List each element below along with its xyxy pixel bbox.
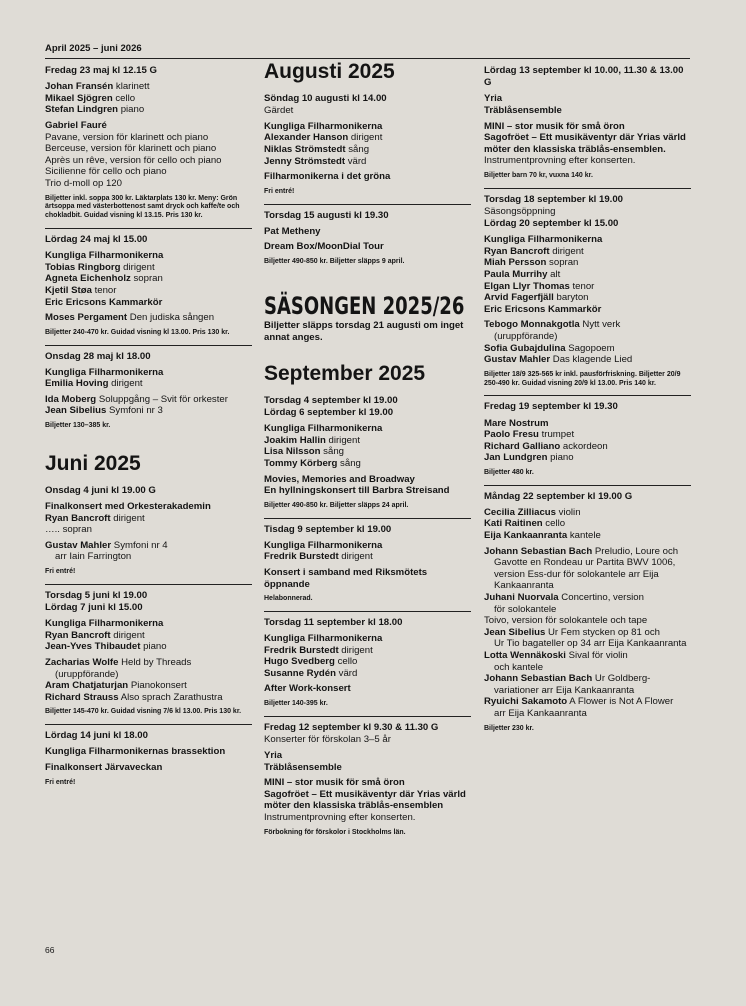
role: ackordeon bbox=[560, 440, 608, 452]
performer: Paula Murrihy bbox=[484, 268, 548, 280]
work: Symfoni nr 4 bbox=[111, 539, 168, 551]
event-date: Fredag 23 maj kl 12.15 G bbox=[45, 65, 157, 76]
month-heading-august: Augusti 2025 bbox=[264, 60, 395, 83]
role: klarinett bbox=[113, 81, 150, 93]
ticket-note: Biljetter barn 70 kr, vuxna 140 kr. bbox=[484, 171, 593, 179]
composer: Juhani Nuorvala bbox=[484, 592, 559, 604]
work: Soluppgång – Svit för orkester bbox=[96, 393, 228, 405]
event-date: Torsdag 15 augusti kl 19.30 bbox=[264, 209, 389, 221]
work: Gavotte en Rondeau ur Partita BWV 1006, version Ess-dur för solokantele arr Eija Kankaanranta bbox=[494, 557, 676, 592]
event-title: MINI – stor musik för små öron bbox=[484, 120, 625, 132]
ticket-note: Biljetter 480 kr. bbox=[484, 468, 534, 476]
role: violin bbox=[556, 506, 581, 518]
event-12-september bbox=[264, 717, 471, 845]
event-date: Måndag 22 september kl 19.00 G bbox=[484, 490, 633, 502]
choir: Eric Ericsons Kammarkör bbox=[45, 296, 163, 308]
work: Ur Fem stycken op 81 och bbox=[545, 626, 660, 638]
event-date: Tisdag 9 september kl 19.00 bbox=[264, 523, 392, 535]
event-date: Torsdag 11 september kl 18.00 bbox=[264, 616, 403, 628]
work: Trio d-moll op 120 bbox=[45, 177, 122, 189]
work: A Flower is Not A Flower bbox=[567, 696, 674, 708]
work: Den judiska sången bbox=[127, 312, 215, 324]
role: dirigent bbox=[325, 434, 360, 446]
event-subtitle: Säsongsöppning bbox=[484, 205, 556, 217]
month-heading-september: September 2025 bbox=[264, 361, 426, 385]
performer: Cecilia Zilliacus bbox=[484, 506, 556, 518]
event-title: After Work-konsert bbox=[264, 683, 351, 695]
ticket-note: Biljetter 18/9 325-565 kr inkl. pausförfriskning. Biljetter 20/9 250-490 kr. Guidad visning 20/9 kl 13.00. Pris 140 kr. bbox=[484, 370, 681, 387]
event-date: Lördag 14 juni kl 18.00 bbox=[45, 730, 148, 742]
role: sång bbox=[320, 446, 344, 458]
header-divider bbox=[45, 58, 690, 59]
work: variationer arr Eija Kankaanranta bbox=[494, 684, 635, 696]
ticket-note: Biljetter 145-470 kr. Guidad visning 7/6 kl 13.00. Pris 130 kr. bbox=[45, 708, 242, 716]
page-header: April 2025 – juni 2026 bbox=[45, 43, 142, 54]
event-subtitle: Konserter för förskolan 3–5 år bbox=[264, 734, 391, 746]
event-date: Torsdag 5 juni kl 19.00 bbox=[45, 589, 148, 601]
work: Also sprach Zarathustra bbox=[118, 691, 223, 703]
role: piano bbox=[140, 641, 167, 653]
role: trumpet bbox=[538, 429, 575, 441]
event-date: Lördag 20 september kl 15.00 bbox=[484, 217, 619, 229]
performer: Richard Galliano bbox=[484, 440, 561, 452]
role: dirigent bbox=[110, 512, 145, 524]
event-24-maj bbox=[45, 229, 252, 346]
event-title: Konsert i samband med Riksmötets öppnande bbox=[264, 566, 428, 590]
event-23-maj bbox=[45, 60, 252, 229]
ticket-note: Fri entré! bbox=[264, 187, 295, 195]
role: tenor bbox=[569, 280, 595, 292]
composer: Lotta Wennäkoski bbox=[484, 650, 566, 661]
performer: Eija Kankaanranta bbox=[484, 530, 568, 542]
role: dirigent bbox=[108, 378, 143, 390]
event-date: Söndag 10 augusti kl 14.00 bbox=[264, 93, 387, 104]
performer: Joakim Hallin bbox=[264, 434, 326, 446]
role: piano bbox=[118, 104, 145, 116]
event-title: Movies, Memories and Broadway bbox=[264, 473, 415, 485]
performer: Lisa Nilsson bbox=[264, 446, 321, 458]
role: dirigent bbox=[110, 629, 145, 641]
performer: Mikael Sjögren bbox=[45, 92, 113, 104]
arrangement: arr Iain Farrington bbox=[55, 551, 132, 563]
event-title: MINI – stor musik för små öron bbox=[264, 777, 405, 789]
event-info: Instrumentprovning efter konserten. bbox=[264, 812, 416, 824]
work: och kantele bbox=[494, 661, 544, 673]
performer: Miah Persson bbox=[484, 257, 547, 269]
role: sång bbox=[337, 457, 361, 469]
choir: Eric Ericsons Kammarkör bbox=[484, 303, 602, 315]
work: Sicilienne för cello och piano bbox=[45, 166, 167, 178]
work: Ur Tio bagateller op 34 arr Eija Kankaanranta bbox=[494, 638, 687, 650]
performer: ….. sopran bbox=[45, 524, 92, 536]
work: (uruppförande) bbox=[494, 330, 558, 342]
performer: Johan Fransén bbox=[45, 81, 114, 93]
performer: Yria bbox=[264, 750, 283, 762]
ticket-note: Förbokning för förskolor i Stockholms län. bbox=[264, 828, 406, 836]
work: Concertino, version bbox=[558, 592, 644, 604]
role: värd bbox=[335, 667, 358, 679]
ticket-note: Biljetter 230 kr. bbox=[484, 724, 534, 732]
work: för solokantele bbox=[494, 603, 557, 615]
ticket-note: Biljetter 130–385 kr. bbox=[45, 422, 111, 430]
orchestra: Kungliga Filharmonikerna bbox=[45, 250, 164, 262]
composer: Johann Sebastian Bach bbox=[484, 545, 593, 557]
performer: Paolo Fresu bbox=[484, 429, 539, 441]
performer: Fredrik Burstedt bbox=[264, 644, 339, 656]
role: värd bbox=[345, 155, 367, 167]
performer: Agneta Eichenholz bbox=[45, 273, 131, 285]
composer: Gustav Mahler bbox=[45, 539, 112, 551]
performer: Arvid Fagerfjäll bbox=[484, 292, 554, 304]
event-9-september bbox=[264, 519, 471, 612]
work: Berceuse, version för klarinett och piano bbox=[45, 143, 217, 155]
role: cello bbox=[112, 92, 136, 104]
composer: Jean Sibelius bbox=[484, 626, 546, 638]
composer: Tebogo Monnakgotla bbox=[484, 319, 580, 331]
role: sopran bbox=[546, 257, 579, 269]
event-date: Lördag 24 maj kl 15.00 bbox=[45, 233, 148, 245]
performer: Fredrik Burstedt bbox=[264, 551, 339, 563]
composer: Gustav Mahler bbox=[484, 354, 551, 366]
work: arr Eija Kankaanranta bbox=[494, 707, 587, 719]
work: Preludio, Loure och bbox=[592, 545, 679, 557]
composer: Richard Strauss bbox=[45, 691, 119, 703]
column-3 bbox=[484, 60, 691, 740]
ticket-note: Biljetter inkl. soppa 300 kr. Läktarplats 130 kr. Meny: Grön ärtsoppa med västerbottenost samt dryck och kaffe/te och chokladbit. Guidad visning kl 13.15. Pris 130 kr. bbox=[45, 194, 240, 220]
performer: Emilia Hoving bbox=[45, 378, 109, 390]
role: piano bbox=[547, 452, 574, 464]
performer: Tommy Körberg bbox=[264, 457, 338, 469]
event-4-september bbox=[264, 390, 471, 519]
event-date: Lördag 7 juni kl 15.00 bbox=[45, 602, 143, 614]
work: Après un rêve, version för cello och piano bbox=[45, 154, 222, 166]
ticket-note: Fri entré! bbox=[45, 568, 76, 576]
work: Pavane, version för klarinett och piano bbox=[45, 131, 209, 143]
venue: Gärdet bbox=[264, 105, 294, 117]
orchestra: Kungliga Filharmonikerna bbox=[45, 366, 164, 378]
composer: Ida Moberg bbox=[45, 393, 97, 405]
work: Pianokonsert bbox=[128, 680, 187, 692]
page-number: 66 bbox=[45, 945, 55, 955]
role: dirigent bbox=[549, 245, 584, 257]
work: Symfoni nr 3 bbox=[106, 405, 163, 417]
performer: Jean-Yves Thibaudet bbox=[45, 641, 141, 653]
performer: Niklas Strömstedt bbox=[264, 143, 346, 155]
event-5-juni bbox=[45, 585, 252, 725]
orchestra: Kungliga Filharmonikerna bbox=[264, 539, 383, 551]
performer: Jan Lundgren bbox=[484, 452, 548, 464]
composer: Jean Sibelius bbox=[45, 405, 107, 417]
event-22-september bbox=[484, 486, 691, 741]
event-title: Sagofröet – Ett musikäventyr där Yrias värld möter den klassiska träblås-ensemblen. bbox=[484, 132, 686, 155]
role: dirigent bbox=[348, 132, 383, 144]
performer: Elgan Llyr Thomas bbox=[484, 280, 570, 292]
event-date: Onsdag 28 maj kl 18.00 bbox=[45, 350, 151, 362]
work: (uruppförande) bbox=[55, 668, 119, 680]
orchestra: Kungliga Filharmonikerna bbox=[264, 423, 383, 435]
event-date: Torsdag 18 september kl 19.00 bbox=[484, 193, 623, 205]
performer: Kjetil Støa bbox=[45, 284, 92, 296]
event-10-augusti bbox=[264, 88, 471, 205]
event-date: Fredag 12 september kl 9.30 & 11.30 G bbox=[264, 721, 439, 733]
performer: Alexander Hanson bbox=[264, 132, 349, 144]
event-title: En hyllningskonsert till Barbra Streisand bbox=[264, 485, 450, 497]
event-15-augusti bbox=[264, 205, 471, 274]
ensemble: Träblåsensemble bbox=[484, 105, 562, 116]
ticket-note: Biljetter 140-395 kr. bbox=[264, 700, 328, 708]
orchestra: Kungliga Filharmonikerna bbox=[264, 633, 383, 645]
event-28-maj bbox=[45, 346, 252, 438]
work: Nytt verk bbox=[579, 319, 621, 331]
ensemble: Mare Nostrum bbox=[484, 417, 549, 429]
season-subtitle: Biljetter släpps torsdag 21 augusti om inget annat anges. bbox=[264, 319, 464, 343]
orchestra: Kungliga Filharmonikerna bbox=[264, 120, 383, 132]
event-title: Filharmonikerna i det gröna bbox=[264, 171, 391, 183]
role: sång bbox=[345, 143, 370, 155]
event-title: Sagofröet – Ett musikäventyr där Yrias värld möter den klassiska träblås-ensemblen bbox=[264, 788, 466, 812]
role: tenor bbox=[91, 284, 117, 296]
role: cello bbox=[542, 518, 566, 530]
composer: Johann Sebastian Bach bbox=[484, 673, 593, 685]
event-title: Dream Box/MoonDial Tour bbox=[264, 241, 384, 253]
performer: Kati Raitinen bbox=[484, 518, 543, 530]
role: dirigent bbox=[338, 644, 373, 656]
ensemble: Träblåsensemble bbox=[264, 761, 342, 773]
role: dirigent bbox=[120, 261, 155, 273]
composer: Ryuichi Sakamoto bbox=[484, 696, 568, 708]
event-date: Torsdag 4 september kl 19.00 bbox=[264, 394, 398, 406]
event-4-juni bbox=[45, 480, 252, 585]
performer: Susanne Rydén bbox=[264, 667, 336, 679]
composer: Zacharias Wolfe bbox=[45, 657, 119, 669]
role: cello bbox=[334, 656, 358, 668]
composer: Gabriel Fauré bbox=[45, 119, 107, 131]
performer: Yria bbox=[484, 93, 503, 105]
performer: Ryan Bancroft bbox=[45, 512, 111, 524]
ticket-note: Biljetter 490-850 kr. Biljetter släpps 9 april. bbox=[264, 257, 405, 265]
event-title: Kungliga Filharmonikernas brassektion bbox=[45, 746, 226, 758]
role: alt bbox=[547, 268, 561, 280]
orchestra: Kungliga Filharmonikerna bbox=[484, 234, 603, 246]
performer: Hugo Svedberg bbox=[264, 656, 335, 668]
orchestra: Kungliga Filharmonikerna bbox=[45, 618, 164, 630]
ticket-note: Biljetter 490-850 kr. Biljetter släpps 24 april. bbox=[264, 501, 409, 509]
work: Das klagende Lied bbox=[550, 354, 633, 366]
composer: Sofia Gubajdulina bbox=[484, 342, 566, 354]
performer: Tobias Ringborg bbox=[45, 261, 121, 273]
month-heading-june: Juni 2025 bbox=[45, 451, 141, 475]
composer: Moses Pergament bbox=[45, 312, 128, 324]
event-19-september bbox=[484, 396, 691, 485]
performer: Ryan Bancroft bbox=[484, 245, 550, 257]
season-heading: SÄSONGEN 2025/26 bbox=[264, 291, 465, 320]
event-date: Lördag 6 september kl 19.00 bbox=[264, 406, 394, 418]
ticket-note: Fri entré! bbox=[45, 778, 76, 786]
column-1 bbox=[45, 60, 252, 794]
event-date: Onsdag 4 juni kl 19.00 G bbox=[45, 484, 156, 496]
performer: Jenny Strömstedt bbox=[264, 155, 346, 167]
event-title: Finalkonsert med Orkesterakademin bbox=[45, 501, 211, 513]
event-11-september bbox=[264, 612, 471, 717]
event-14-juni bbox=[45, 725, 252, 794]
role: dirigent bbox=[338, 551, 373, 563]
column-2 bbox=[264, 60, 471, 844]
performer: Stefan Lindgren bbox=[45, 104, 119, 116]
event-info: Instrumentprovning efter konserten. bbox=[484, 155, 636, 167]
work: Held by Threads bbox=[118, 657, 192, 669]
performer: Ryan Bancroft bbox=[45, 629, 111, 641]
event-13-september bbox=[484, 60, 691, 189]
event-date: Fredag 19 september kl 19.30 bbox=[484, 401, 618, 413]
work: Ur Goldberg- bbox=[592, 673, 651, 685]
ticket-note: Biljetter 240-470 kr. Guidad visning kl 13.00. Pris 130 kr. bbox=[45, 328, 230, 336]
event-18-september bbox=[484, 189, 691, 397]
work: Toivo, version för solokantele och tape bbox=[484, 615, 648, 627]
role: baryton bbox=[553, 292, 589, 304]
event-title: Finalkonsert Järvaveckan bbox=[45, 762, 163, 773]
work: Sival för violin bbox=[565, 650, 628, 661]
work: Sagopoem bbox=[565, 342, 615, 354]
ticket-note: Helabonnerad. bbox=[264, 595, 313, 603]
composer: Aram Chatjaturjan bbox=[45, 680, 129, 692]
role: sopran bbox=[130, 273, 163, 285]
performer: Pat Metheny bbox=[264, 225, 321, 237]
role: kantele bbox=[567, 530, 601, 542]
event-date: Lördag 13 september kl 10.00, 11.30 & 13.00 G bbox=[484, 65, 684, 89]
